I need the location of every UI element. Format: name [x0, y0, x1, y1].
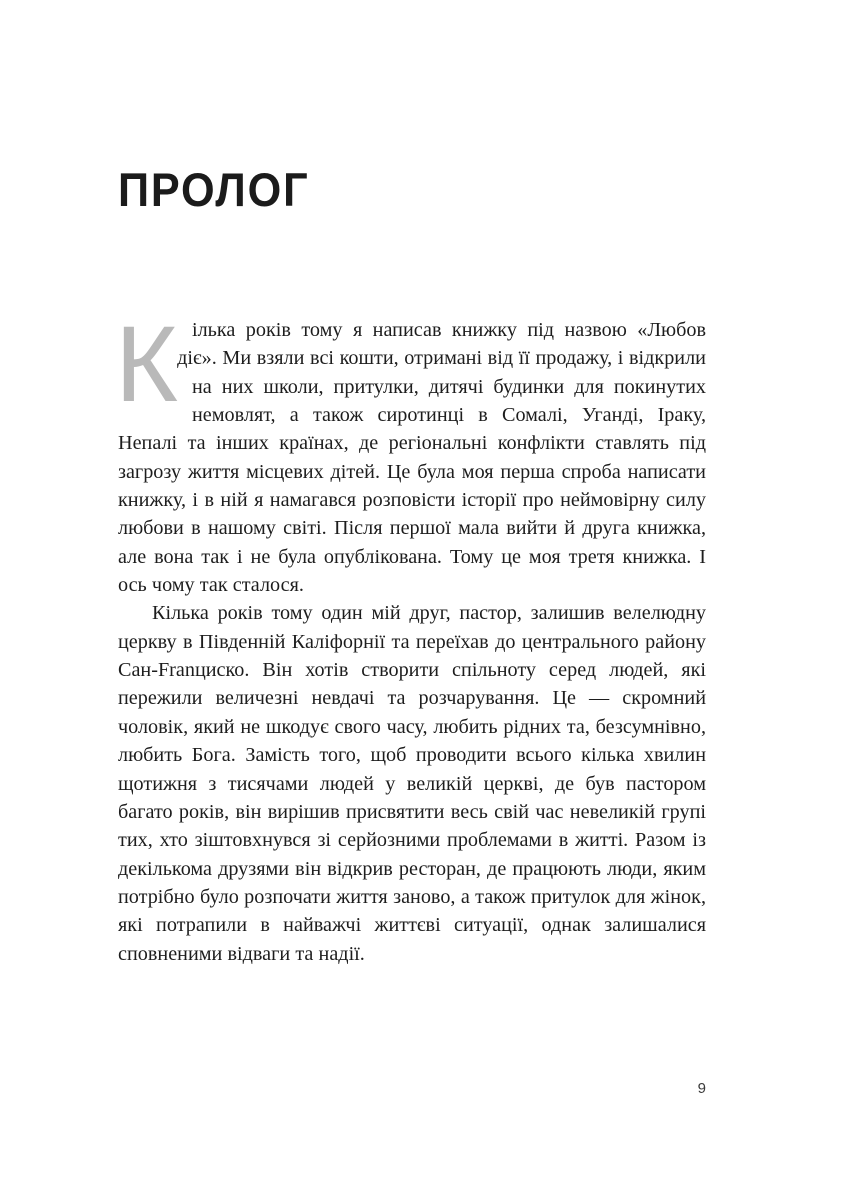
page-title: ПРОЛОГ: [118, 163, 310, 217]
body-text-block: [115, 303, 706, 968]
paragraph-1: [115, 303, 706, 599]
paragraph-2: Кілька років тому один мій друг, пастор, залишив велелюдну церкву в Південній Каліфорнії та переїхав до центрального району Сан-Franциско. Він хотів створити спільноту серед людей, які пережили величезні невдачі та розчарування. Це — скромний чоловік, який не шкодує свого часу, любить рідних та, безсумнівно, любить Бога. Замість того, щоб проводити всього кілька хвилин щотижня з тисячами людей у великій церкві, де був пастором багато років, він вирішив присвятити весь свій час невеликій групі тих, хто зіштовхнувся зі серйозними проблемами в житті. Разом із декількома друзями він відкрив ресторан, де працюють люди, яким потрібно було розпочати життя заново, а також притулок для жінок, які потрапили в найважчі життєві ситуації, однак залишалися сповненими відваги та надії.: [118, 602, 706, 965]
drop-cap-letter: К: [115, 303, 178, 424]
page-number: 9: [697, 1080, 706, 1097]
paragraph-1-text: ілька років тому я написав книжку під назвою «Любов діє». Ми взяли всі кошти, отримані від її продажу, і відкрили на них школи, притулки, дитячі будинки для покинутих немовлят, а також сиротинці в Сомалі, Уганді, Іраку, Непалі та інших країнах, де регіональні конфлікти ставлять під загрозу життя місцевих дітей. Це була моя перша спроба написати книжку, і в ній я намагався розповісти історії про неймовірну силу любови в нашому світі. Після першої мала вийти й друга книжка, але вона так і не була опублікована. Тому це моя третя книжка. І ось чому так сталося.: [118, 319, 706, 597]
